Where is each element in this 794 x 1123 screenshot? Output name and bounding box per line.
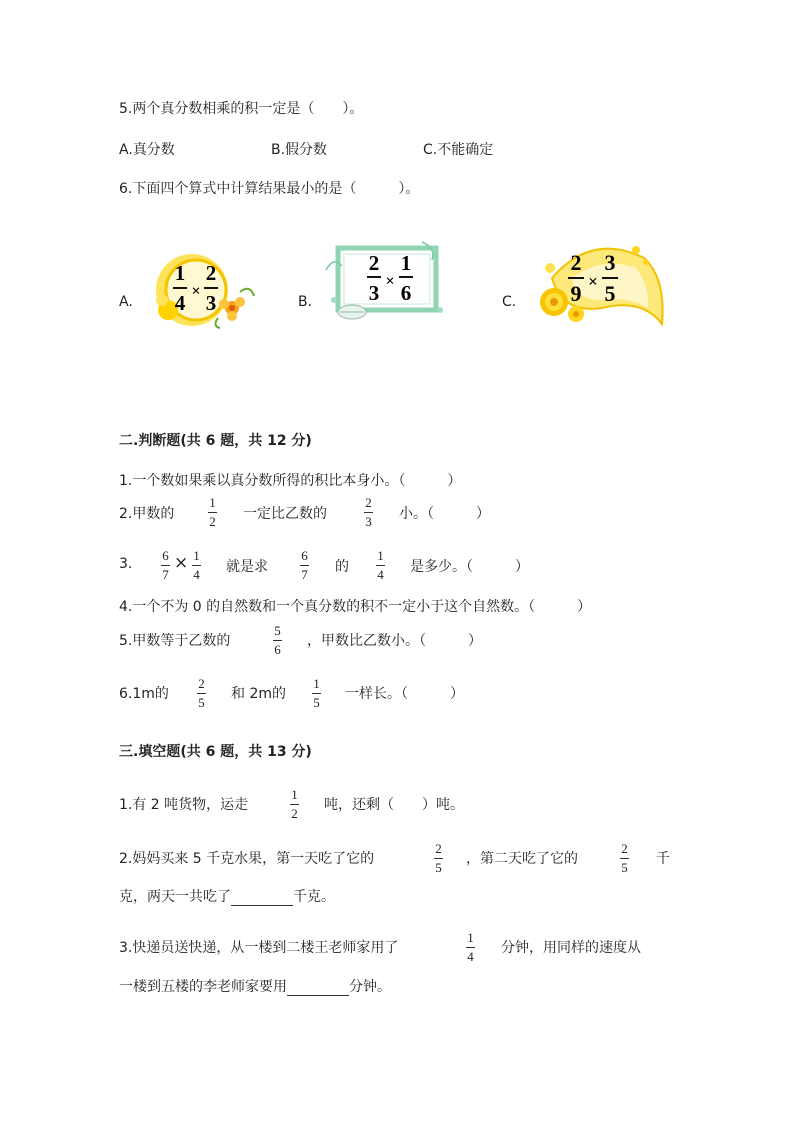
s2-q4: 4.一个不为 0 的自然数和一个真分数的积不一定小于这个自然数。（ ） (119, 599, 592, 615)
s2-q3-expr-fraction2 (192, 549, 201, 581)
s2-q3-fraction2 (376, 549, 385, 581)
q6-b-den1: 3 (368, 281, 380, 305)
s3-q2-fraction2 (620, 842, 629, 874)
numerator: 2 (365, 495, 372, 510)
q5-option-a: A.真分数 (119, 142, 175, 158)
numerator: 2 (621, 841, 628, 856)
s2-q3-fraction1 (300, 549, 309, 581)
s3-q3-line2 (119, 976, 391, 996)
q6-a-num2: 2 (205, 261, 217, 285)
denominator: 5 (621, 860, 628, 875)
numerator: 1 (313, 676, 320, 691)
s3-q2-line2 (119, 886, 335, 906)
q6-option-c-label: C. (502, 294, 517, 310)
s2-q3-part0: 3. (119, 556, 133, 572)
s2-q3-part1: 就是求 (226, 559, 268, 575)
answer-blank[interactable] (231, 891, 293, 906)
denominator: 7 (301, 567, 308, 582)
numerator: 2 (198, 676, 205, 691)
s3-q1-part2: 吨，还剩（ ）吨。 (324, 797, 464, 813)
q6-option-a-image (140, 252, 260, 332)
s3-q2-part4: 克，两天一共吃了 (119, 889, 231, 905)
s3-q2-part5: 千克。 (293, 889, 335, 905)
s3-q2-part1: 2.妈妈买来 5 千克水果，第一天吃了它的 (119, 851, 375, 867)
s3-q2-fraction1 (434, 842, 443, 874)
s3-q2-part2: ，第二天吃了它的 (466, 851, 578, 867)
denominator: 4 (377, 567, 384, 582)
s3-q3-part3: 一楼到五楼的李老师家要用 (119, 979, 287, 995)
denominator: 2 (291, 806, 298, 821)
denominator: 5 (313, 695, 320, 710)
s3-q1-fraction (290, 788, 299, 820)
q6-b-den2: 6 (400, 281, 412, 305)
s2-q3-operator: × (174, 553, 189, 573)
leaf-icon (338, 305, 366, 319)
q6-c-num2: 3 (604, 250, 616, 275)
numerator: 5 (274, 623, 281, 638)
numerator: 6 (162, 548, 169, 563)
section2-title: 二.判断题(共 6 题，共 12 分) (119, 433, 312, 449)
s2-q5-part2: ，甲数比乙数小。（ ） (307, 633, 482, 649)
numerator: 1 (377, 548, 384, 563)
q6-c-den1: 9 (570, 281, 582, 306)
section3-title: 三.填空题(共 6 题，共 13 分) (119, 744, 312, 760)
q5-stem: 5.两个真分数相乘的积一定是（ ）。 (119, 101, 364, 117)
q6-option-b-label: B. (298, 294, 313, 310)
s2-q2-fraction2 (364, 496, 373, 528)
q6-b-op: × (385, 273, 395, 290)
answer-blank[interactable] (287, 981, 349, 996)
denominator: 2 (209, 514, 216, 529)
s2-q5-fraction (273, 624, 282, 656)
s2-q2-part2: 一定比乙数的 (243, 506, 327, 522)
s2-q3-part2: 的 (335, 559, 349, 575)
q6-option-b-image (322, 240, 448, 322)
q6-option-c-image (532, 238, 666, 332)
denominator: 3 (365, 514, 372, 529)
q6-a-op: × (191, 283, 201, 300)
numerator: 1 (193, 548, 200, 563)
q6-c-num1: 2 (570, 250, 582, 275)
s2-q3-expr-fraction1 (161, 549, 170, 581)
q5-option-c: C.不能确定 (423, 142, 494, 158)
numerator: 1 (467, 930, 474, 945)
q6-c-den2: 5 (604, 281, 616, 306)
s3-q3-part1: 3.快递员送快递，从一楼到二楼王老师家用了 (119, 940, 399, 956)
s3-q1-part1: 1.有 2 吨货物，运走 (119, 797, 249, 813)
s2-q2-part1: 2.甲数的 (119, 506, 175, 522)
q6-stem: 6.下面四个算式中计算结果最小的是（ ）。 (119, 181, 420, 197)
numerator: 2 (435, 841, 442, 856)
denominator: 4 (467, 949, 474, 964)
s2-q5-part1: 5.甲数等于乙数的 (119, 633, 231, 649)
s2-q6-part3: 一样长。（ ） (345, 686, 464, 702)
numerator: 1 (291, 787, 298, 802)
s2-q6-fraction2 (312, 677, 321, 709)
q6-c-op: × (588, 272, 598, 291)
q6-option-a-label: A. (119, 294, 133, 310)
s3-q3-part2: 分钟，用同样的速度从 (501, 940, 641, 956)
numerator: 6 (301, 548, 308, 563)
s3-q3-fraction (466, 931, 475, 963)
denominator: 5 (435, 860, 442, 875)
s2-q1: 1.一个数如果乘以真分数所得的积比本身小。（ ） (119, 473, 462, 489)
s2-q2-fraction1 (208, 496, 217, 528)
denominator: 5 (198, 695, 205, 710)
q6-b-num1: 2 (368, 251, 380, 275)
denominator: 7 (162, 567, 169, 582)
s3-q2-part3: 千 (656, 851, 670, 867)
q5-option-b: B.假分数 (271, 142, 328, 158)
q6-b-num2: 1 (400, 251, 412, 275)
s2-q6-fraction1 (197, 677, 206, 709)
numerator: 1 (209, 495, 216, 510)
s2-q6-part2: 和 2m的 (231, 686, 286, 702)
s3-q3-part4: 分钟。 (349, 979, 391, 995)
s2-q6-part1: 6.1m的 (119, 686, 169, 702)
q6-a-num1: 1 (174, 261, 186, 285)
q6-a-den1: 4 (174, 291, 186, 315)
q6-a-den2: 3 (205, 291, 217, 315)
denominator: 4 (193, 567, 200, 582)
denominator: 6 (274, 642, 281, 657)
s2-q3-part3: 是多少。（ ） (410, 559, 529, 575)
s2-q2-part3: 小。（ ） (399, 506, 490, 522)
